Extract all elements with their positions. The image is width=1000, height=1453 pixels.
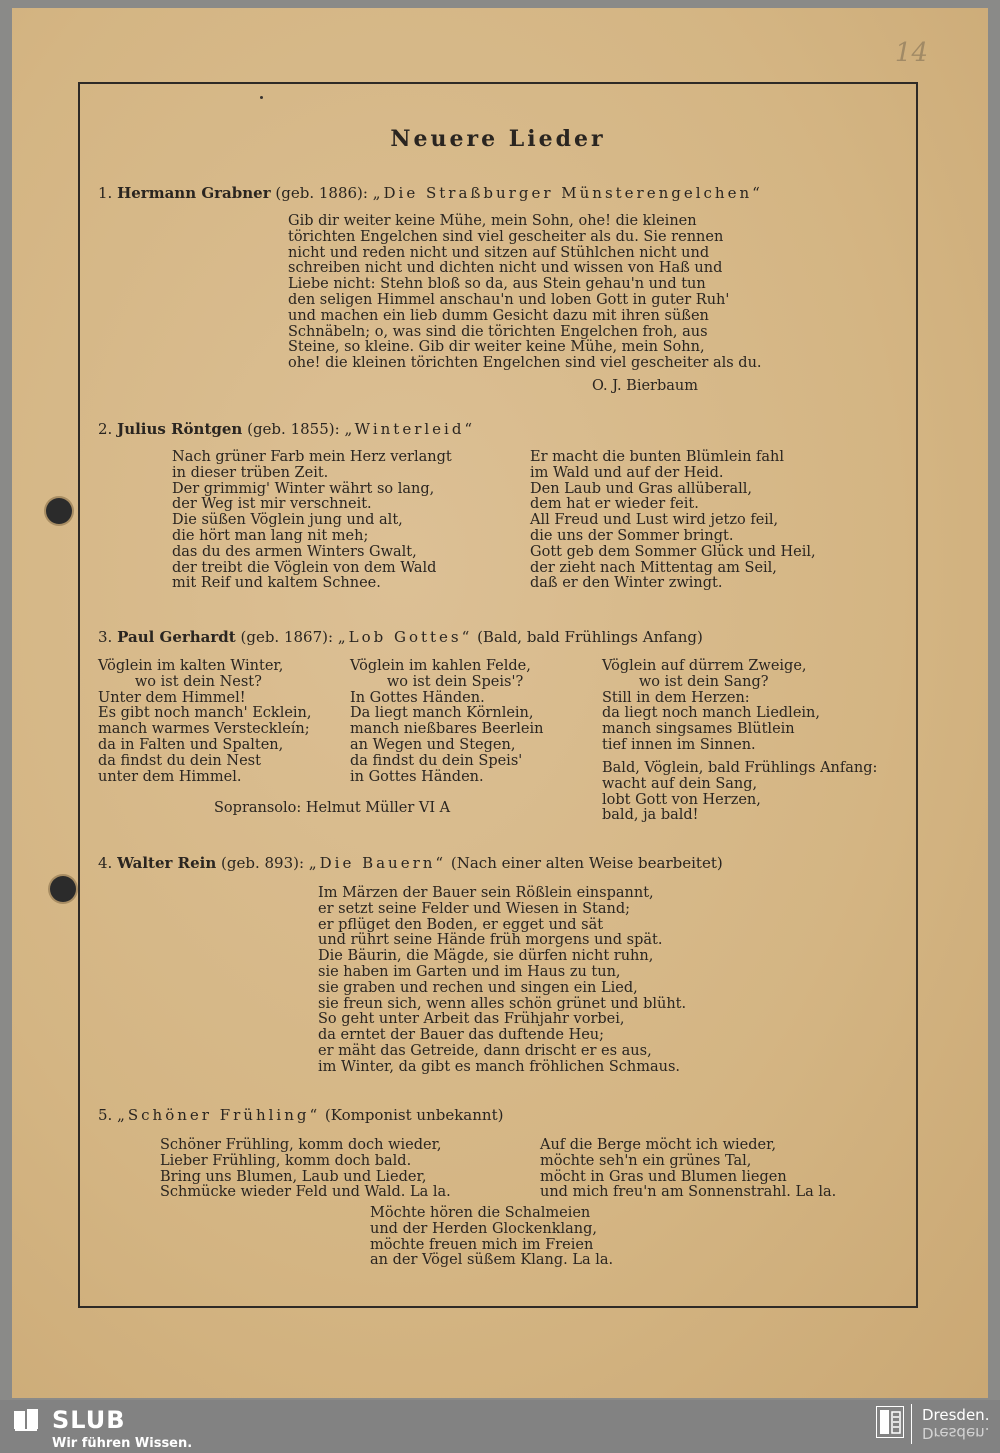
footer-separator	[911, 1404, 912, 1444]
song-title: „Die Straßburger Münsterengelchen“	[372, 184, 763, 202]
song-title: „Winterleid“	[344, 420, 476, 438]
song-number: 5.	[98, 1106, 113, 1124]
song-3-col-2: Vöglein im kahlen Felde, wo ist dein Speis'? In Gottes Händen. Da liegt manch Körnlein, manch nießbares Beerlein an Wegen und Stegen, da findst du dein Speis' in Gottes Händen.	[350, 658, 544, 785]
document-page	[12, 8, 988, 1398]
song-3-col-3-refrain: Bald, Vöglein, bald Frühlings Anfang: wacht auf dein Sang, lobt Gott von Herzen, bald, ja bald!	[602, 760, 878, 824]
composer-name: Walter Rein	[117, 854, 217, 872]
composer-name: Julius Röntgen	[117, 420, 243, 438]
song-4-heading	[98, 854, 723, 872]
song-subtitle: (Nach einer alten Weise bearbeitet)	[450, 854, 723, 872]
song-3-soloist-credit: Sopransolo: Helmut Müller VI A	[214, 800, 451, 816]
song-1-author: O. J. Bierbaum	[592, 378, 698, 394]
slub-logo-icon	[12, 1407, 40, 1433]
song-5-lyrics-center: Möchte hören die Schalmeien und der Herden Glockenklang, möchte freuen mich im Freien an der Vögel süßem Klang. La la.	[370, 1205, 614, 1269]
song-number: 4.	[98, 854, 113, 872]
song-number: 3.	[98, 628, 113, 646]
page-number-mark: 14	[894, 38, 928, 68]
page-title: Neuere Lieder	[390, 126, 606, 152]
punch-hole-top	[46, 498, 72, 524]
song-1-heading	[98, 184, 763, 202]
partner-logo-reflection: Dresden.	[922, 1424, 990, 1442]
song-number: 1.	[98, 184, 113, 202]
song-subtitle: (Bald, bald Frühlings Anfang)	[477, 628, 703, 646]
composer-name: Paul Gerhardt	[117, 628, 236, 646]
song-title: „Lob Gottes“	[337, 628, 473, 646]
footer-bar	[0, 1400, 1000, 1453]
city-crest-icon	[876, 1406, 904, 1438]
content-frame	[78, 82, 918, 1308]
punch-hole-bottom	[50, 876, 76, 902]
song-2-lyrics-right: Er macht die bunten Blümlein fahl im Wald und auf der Heid. Den Laub und Gras allüberall, dem hat er wieder feit. All Freud und Lust wird jetzo feil, die uns der Sommer bringt. Gott geb dem Sommer Glück und Heil, der zieht nach Mittentag am Seil, daß er den Winter zwingt.	[530, 449, 816, 592]
birth-year: (geb. 1886):	[275, 184, 368, 202]
song-subtitle: (Komponist unbekannt)	[324, 1106, 504, 1124]
birth-year: (geb. 1855):	[247, 420, 340, 438]
song-5-lyrics-left: Schöner Frühling, komm doch wieder, Lieber Frühling, komm doch bald. Bring uns Blumen, Laub und Lieder, Schmücke wieder Feld und Wald. La la.	[160, 1137, 451, 1201]
birth-year: (geb. 893):	[221, 854, 305, 872]
song-2-lyrics-left: Nach grüner Farb mein Herz verlangt in dieser trüben Zeit. Der grimmig' Winter währt so lang, der Weg ist mir verschneit. Die süßen Vöglein jung und alt, die hört man lang nit meh; das du des armen Winters Gwalt, der treibt die Vöglein von dem Wald mit Reif und kaltem Schnee.	[172, 449, 452, 592]
brand-name[interactable]: SLUB	[52, 1406, 126, 1434]
birth-year: (geb. 1867):	[240, 628, 334, 646]
song-5-heading	[98, 1106, 503, 1124]
song-number: 2.	[98, 420, 113, 438]
song-title: „Schöner Frühling“	[117, 1106, 321, 1124]
song-3-col-1: Vöglein im kalten Winter, wo ist dein Nest? Unter dem Himmel! Es gibt noch manch' Ecklein, manch warmes Versteckleín; da in Falten und Spalten, da findst du dein Nest unter dem Himmel.	[98, 658, 312, 785]
speck	[260, 96, 263, 99]
song-1-lyrics: Gib dir weiter keine Mühe, mein Sohn, ohe! die kleinen törichten Engelchen sind viel gescheiter als du. Sie rennen nicht und reden nicht und sitzen auf Stühlchen nicht und schreiben nicht und dichten nicht und wissen von Haß und Liebe nicht: Stehn bloß so da, aus Stein gehau'n und tun den seligen Himmel anschau'n und loben Gott in guter Ruh' und machen ein lieb dumm Gesicht dazu mit ihren süßen Schnäbeln; o, was sind die törichten Engelchen froh, aus Steine, so kleine. Gib dir weiter keine Mühe, mein Sohn, ohe! die kleinen törichten Engelchen sind viel gescheiter als du.	[288, 213, 762, 372]
brand-tagline: Wir führen Wissen.	[52, 1436, 193, 1451]
song-5-lyrics-right: Auf die Berge möcht ich wieder, möchte seh'n ein grünes Tal, möcht in Gras und Blumen liegen und mich freu'n am Sonnenstrahl. La la.	[540, 1137, 837, 1201]
partner-logo-text[interactable]: Dresden.	[922, 1406, 990, 1424]
song-3-col-3: Vöglein auf dürrem Zweige, wo ist dein Sang? Still in dem Herzen: da liegt noch manch Liedlein, manch singsames Blütlein tief innen im Sinnen.	[602, 658, 820, 753]
composer-name: Hermann Grabner	[117, 184, 271, 202]
song-2-heading	[98, 420, 475, 438]
song-4-lyrics: Im Märzen der Bauer sein Rößlein einspannt, er setzt seine Felder und Wiesen in Stand; er pflüget den Boden, er egget und sät und rührt seine Hände früh morgens und spät. Die Bäurin, die Mägde, sie dürfen nicht ruhn, sie haben im Garten und im Haus zu tun, sie graben und rechen und singen ein Lied, sie freun sich, wenn alles schön grünet und blüht. So geht unter Arbeit das Frühjahr vorbei, da erntet der Bauer das duftende Heu; er mäht das Getreide, dann drischt er es aus, im Winter, da gibt es manch fröhlichen Schmaus.	[318, 885, 687, 1075]
song-title: „Die Bauern“	[308, 854, 447, 872]
song-3-heading	[98, 628, 703, 646]
